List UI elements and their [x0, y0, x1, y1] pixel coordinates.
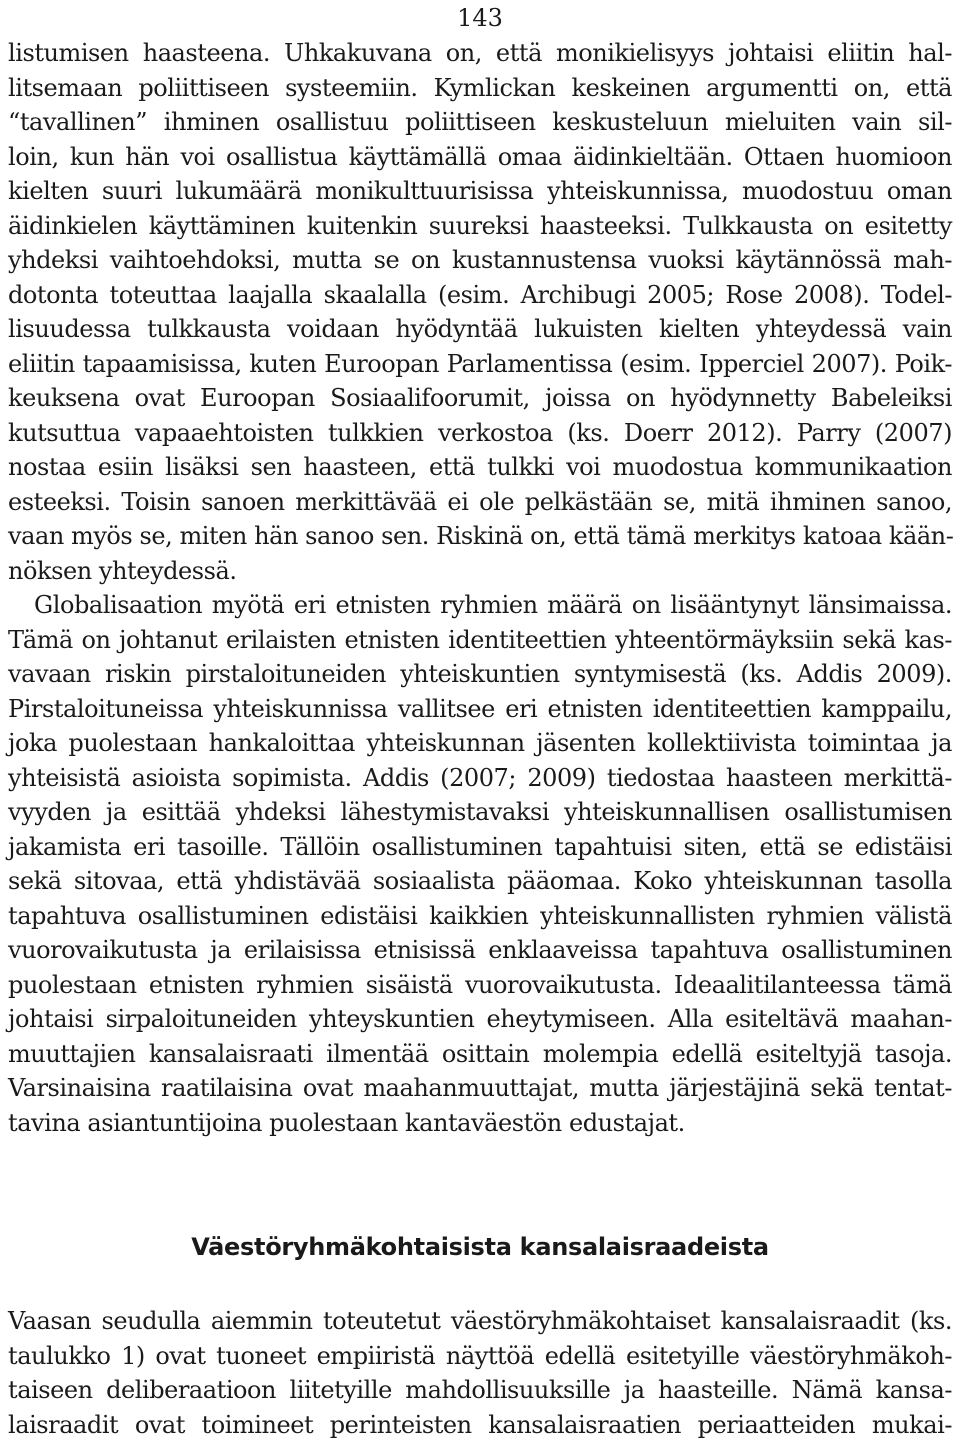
text-line: dotonta toteuttaa laajalla skaalalla (esim. Archibugi 2005; Rose 2008). Todel- [8, 280, 952, 309]
text-line: eliitin tapaamisissa, kuten Euroopan Parlamentissa (esim. Ipperciel 2007). Poik- [8, 349, 952, 378]
text-line: taulukko 1) ovat tuoneet empiiristä näyttöä edellä esitetyille väestöryhmäkoh- [8, 1341, 952, 1370]
text-line: esteeksi. Toisin sanoen merkittävää ei ole pelkästään se, mitä ihminen sanoo, [8, 487, 952, 516]
page-number: 143 [457, 4, 503, 32]
text-line: vuorovaikutusta ja erilaisissa etnisissä enklaaveissa tapahtuva osallistuminen [8, 936, 952, 964]
text-line: laisraadit ovat toimineet perinteisten kansalaisraatien periaatteiden mukai- [8, 1410, 952, 1439]
section-heading: Väestöryhmäkohtaisista kansalaisraadeista [191, 1233, 769, 1261]
text-line: litsemaan poliittiseen systeemiin. Kymlickan keskeinen argumentti on, että [8, 73, 952, 102]
text-line: äidinkielen käyttäminen kuitenkin suureksi haasteeksi. Tulkkausta on esitetty [8, 211, 952, 240]
text-line: lisuudessa tulkkausta voidaan hyödyntää lukuisten kielten yhteydessä vain [8, 315, 952, 343]
text-line: vyyden ja esittää yhdeksi lähestymistavaksi yhteiskunnallisen osallistumisen [8, 798, 952, 826]
text-line: joka puolestaan hankaloittaa yhteiskunnan jäsenten kollektiivista toimintaa ja [8, 729, 952, 757]
text-line: Tämä on johtanut erilaisten etnisten identiteettien yhteentörmäyksiin sekä kas- [8, 625, 952, 654]
text-line: nöksen yhteydessä. [8, 556, 237, 585]
text-line: vaan myös se, miten hän sanoo sen. Riskinä on, että tämä merkitys katoaa kään- [8, 522, 954, 550]
text-line: Pirstaloituneissa yhteiskunnissa vallitsee eri etnisten identiteettien kamppailu, [8, 694, 952, 723]
text-line: muuttajien kansalaisraati ilmentää osittain molempia edellä esiteltyjä tasoja. [8, 1039, 952, 1068]
text-line: jakamista eri tasoille. Tällöin osallistuminen tapahtuisi siten, että se edistäisi [8, 832, 952, 861]
body-text-block [8, 36, 952, 1140]
text-line: loin, kun hän voi osallistua käyttämällä omaa äidinkieltään. Ottaen huomioon [8, 142, 952, 171]
text-line: puolestaan etnisten ryhmien sisäistä vuorovaikutusta. Ideaalitilanteessa tämä [8, 970, 952, 999]
text-line: nostaa esiin lisäksi sen haasteen, että tulkki voi muodostua kommunikaation [8, 453, 952, 481]
text-line: “tavallinen” ihminen osallistuu poliittiseen keskusteluun mieluiten vain sil- [8, 108, 952, 136]
text-line: Globalisaation myötä eri etnisten ryhmien määrä on lisääntynyt länsimaissa. [34, 591, 952, 619]
text-line: Varsinaisina raatilaisina ovat maahanmuuttajat, mutta järjestäjinä sekä tentat- [8, 1074, 952, 1102]
text-line: keuksena ovat Euroopan Sosiaalifoorumit, joissa on hyödynnetty Babeleiksi [8, 384, 952, 412]
text-line: sekä sitovaa, että yhdistävää sosiaalista pääomaa. Koko yhteiskunnan tasolla [8, 867, 952, 895]
text-line: tavina asiantuntijoina puolestaan kantaväestön edustajat. [8, 1108, 685, 1137]
text-line: taiseen deliberaatioon liitetyille mahdollisuuksille ja haasteille. Nämä kansa- [8, 1376, 952, 1404]
text-line: kutsuttua vapaaehtoisten tulkkien verkostoa (ks. Doerr 2012). Parry (2007) [8, 418, 952, 447]
text-line: tapahtuva osallistuminen edistäisi kaikkien yhteiskunnallisten ryhmien välistä [8, 901, 952, 930]
text-line: Vaasan seudulla aiemmin toteutetut väestöryhmäkohtaiset kansalaisraadit (ks. [8, 1307, 952, 1335]
text-line: johtaisi sirpaloituneiden yhteyskuntien eheytymiseen. Alla esiteltävä maahan- [8, 1005, 952, 1033]
body-text-block [8, 1304, 952, 1442]
text-line: yhdeksi vaihtoehdoksi, mutta se on kustannustensa vuoksi käytännössä mah- [8, 246, 952, 274]
text-line: yhteisistä asioista sopimista. Addis (2007; 2009) tiedostaa haasteen merkittä- [8, 763, 952, 792]
text-line: kielten suuri lukumäärä monikulttuurisissa yhteiskunnissa, muodostuu oman [8, 177, 952, 205]
text-line: listumisen haasteena. Uhkakuvana on, että monikielisyys johtaisi eliitin hal- [8, 39, 952, 67]
text-line: vavaan riskin pirstaloituneiden yhteiskuntien syntymisestä (ks. Addis 2009). [8, 660, 952, 688]
